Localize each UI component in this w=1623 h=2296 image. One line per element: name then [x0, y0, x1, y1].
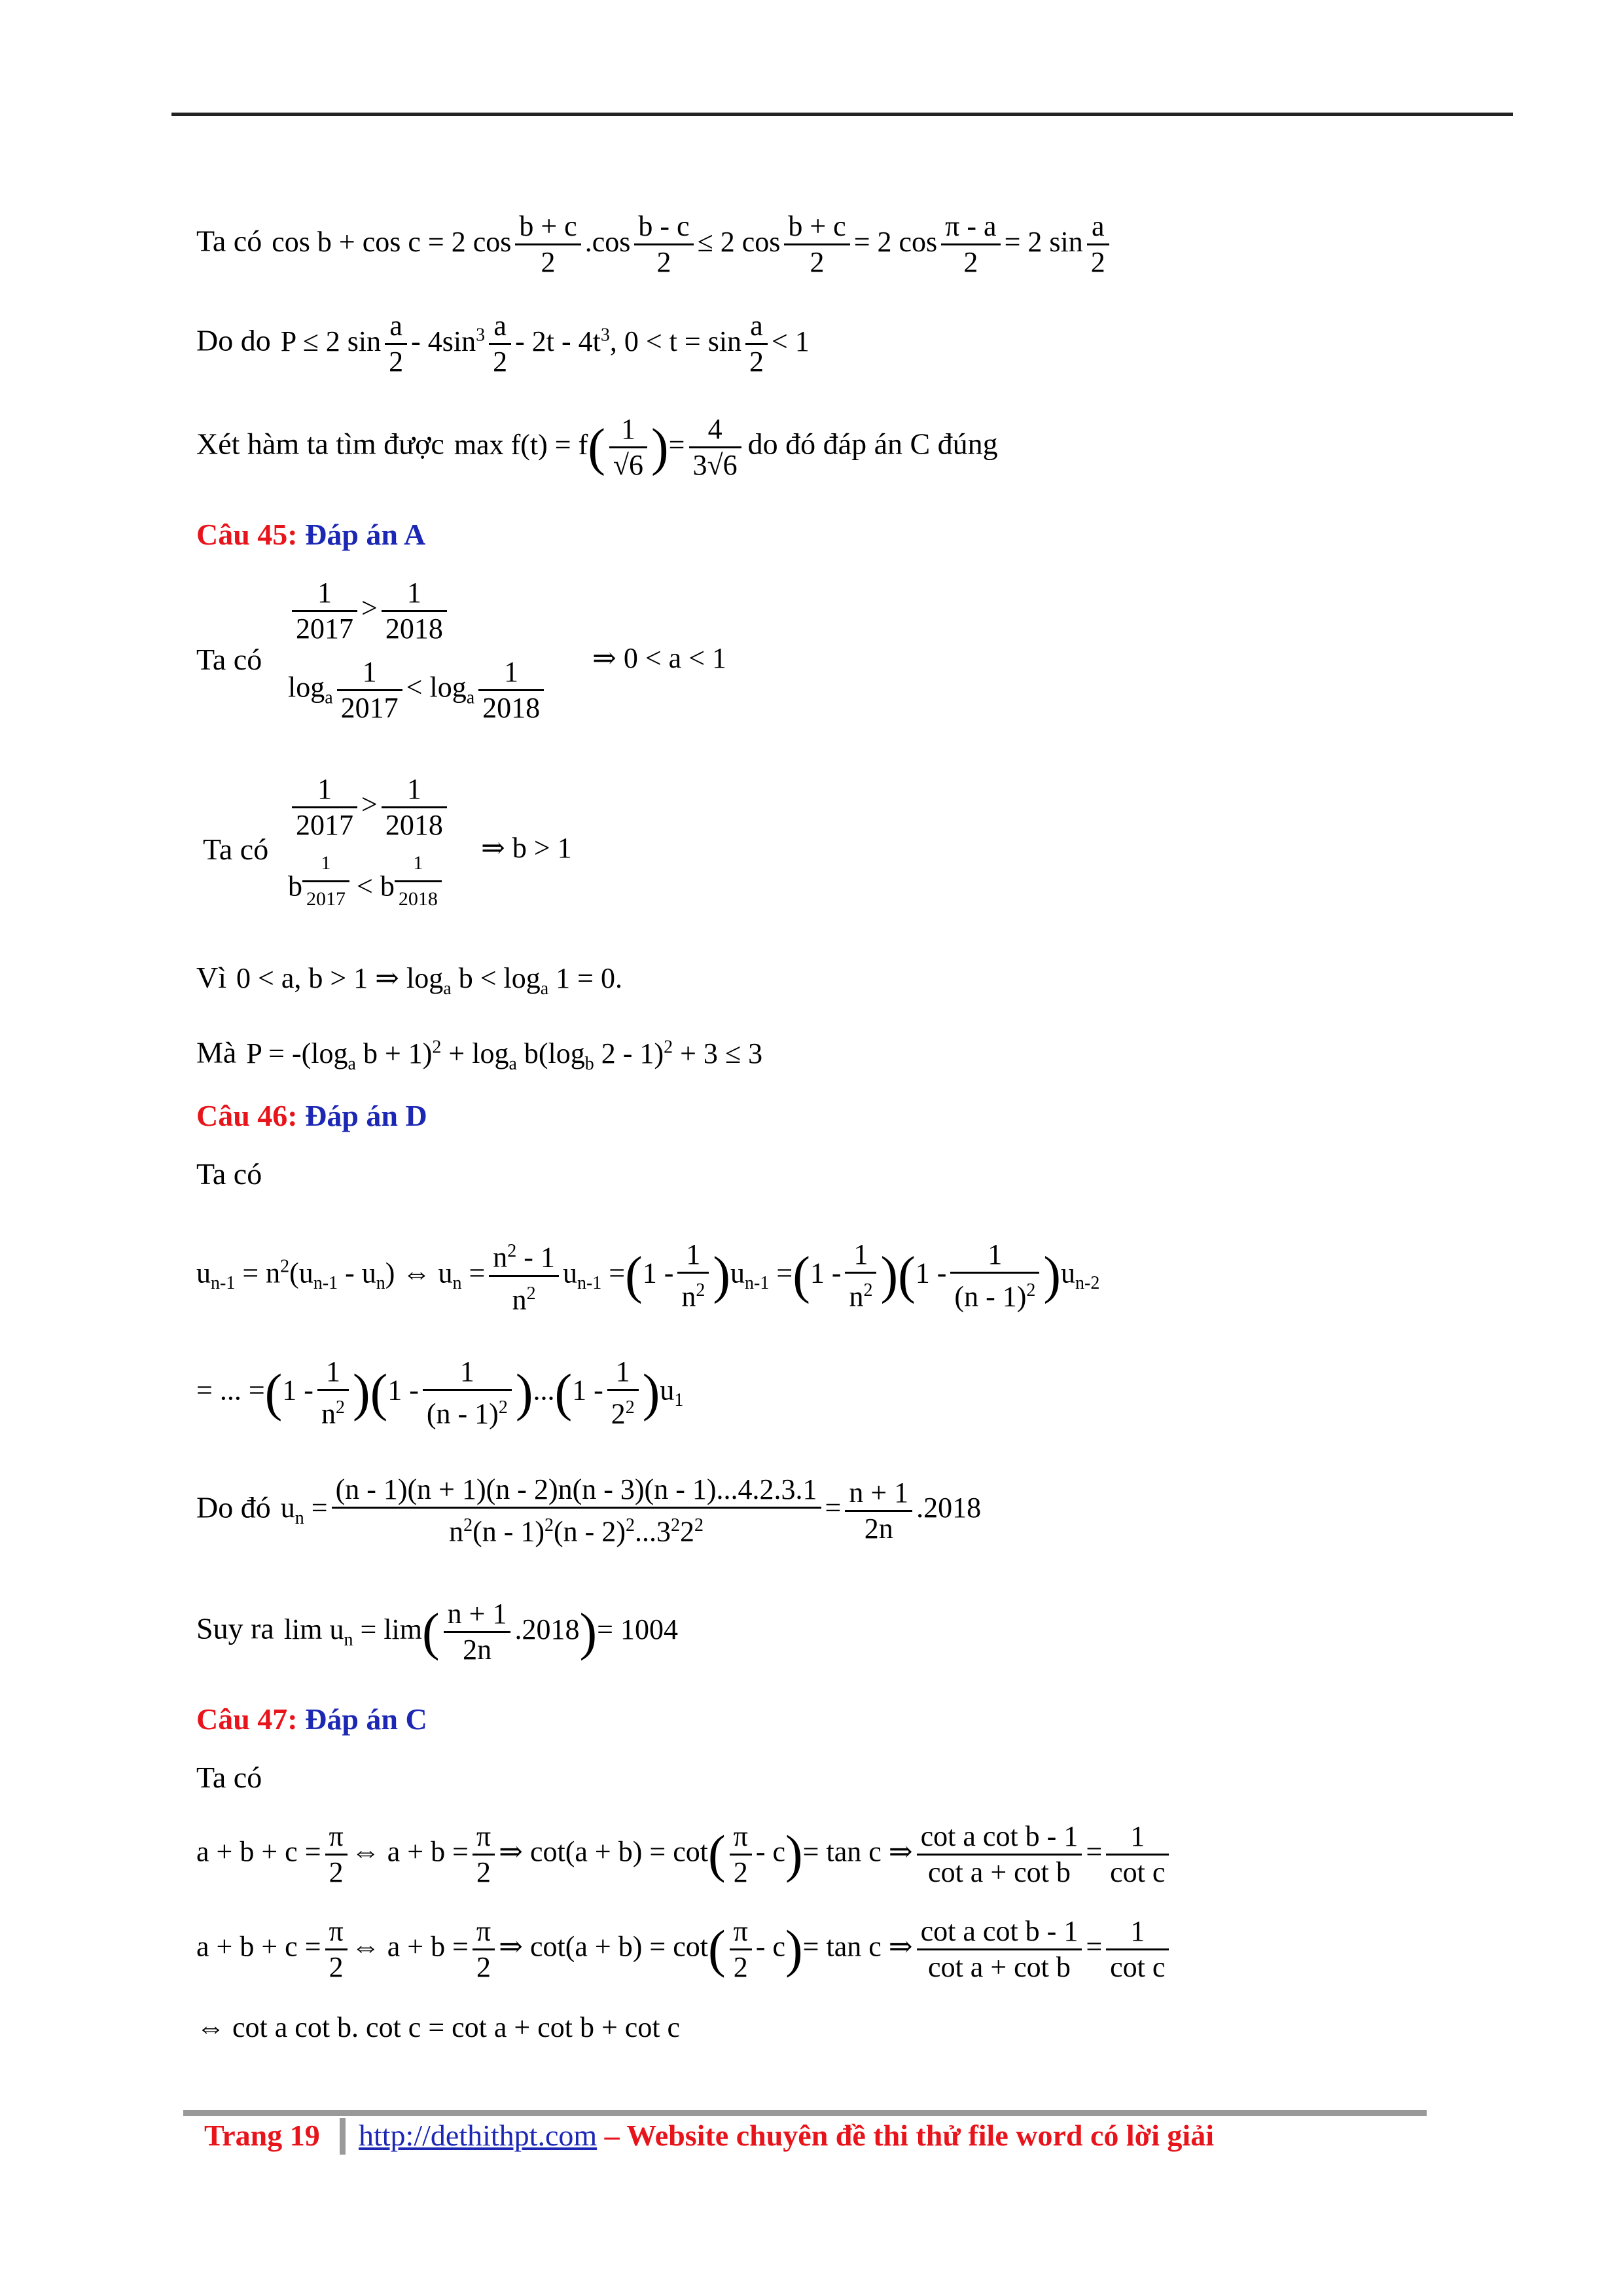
header-rule: [171, 113, 1513, 116]
q47-conclusion: ⇔ cot a cot b. cot c = cot a + cot b + cot c: [196, 2011, 681, 2043]
label: Suy ra: [196, 1611, 274, 1645]
q46-formula: Do đó $u_n$ = $\frac{(n - 1)(n + 1)(n - 2)n(n - 3)(n - 1)...4.2.3.1}{n^2(n - 1)^2(n - 2)^2...3^22^2}$ = $\frac{n + 1}{2n}$ .2018: [196, 1473, 982, 1548]
footer-tagline: – Website chuyên đề thi thử file word có lời giải: [597, 2119, 1214, 2152]
question-46-heading: Câu 46: Đáp án D: [196, 1099, 427, 1132]
q46-recurrence: $u_{n-1} = n^2(u_{n-1} - u_n)$ ⇔ $u_n$ = $\frac{n^2 - 1}{n^2}$ $u_{n-1} =(1$ - $\frac{1}{n^2}$ )$u_{n-1} =(1$ - $\frac{1}{n^2}$ )(1 - $\frac{1}{(n - 1)^2}$ )$u_{n-2}$: [196, 1234, 1099, 1317]
label: Ta có: [196, 224, 262, 258]
equation-cos-sum: Ta có cos b + cos c = 2 cos $\frac{b + c}{2}$ .cos $\frac{b - c}{2}$ ≤ 2 cos $\frac{b + c}{2}$ = 2 cos $\frac{\pi - a}{2}$ = 2 sin $\frac{a}{2}$: [196, 209, 1113, 279]
label: Ta có: [196, 1157, 262, 1191]
label: Vì: [196, 961, 226, 994]
q46-limit: Suy ra $\lim u_n = \lim$( $\frac{n + 1}{2n}$ .2018)= 1004: [196, 1598, 678, 1666]
footer-divider: [340, 2118, 346, 2155]
footer-text: [359, 2118, 1214, 2153]
q46-product: = ... =(1 - $\frac{1}{n^2}$ )(1 - $\frac{1}{(n - 1)^2}$ )...(1 - $\frac{1}{2^2}$ )$u_1$: [196, 1355, 684, 1430]
equation-max: Xét hàm ta tìm được max f(t) = f( $\frac{1}{√6}$ )= $\frac{4}{3√6}$ do đó đáp án C đúng: [196, 413, 998, 481]
q45-p: Mà $P = -(\log_a$ $b + 1)^2 + \log_a b(\log_b$ 2 - 1)$^2$ + 3 ≤ 3: [196, 1035, 763, 1074]
label: Xét hàm ta tìm được: [196, 427, 444, 461]
label: Do do: [196, 323, 271, 357]
label: Ta có: [203, 833, 269, 866]
label: Mà: [196, 1035, 237, 1069]
label: do đó đáp án C đúng: [747, 427, 998, 461]
label: Ta có: [196, 643, 262, 676]
q47-equation-1: a + b + c = $\frac{\pi}{2}$ ⇔ a + b = $\frac{\pi}{2}$ ⇒ cot(a + b) = cot( $\frac{\pi}{2}$ - c)= tan c ⇒ $\frac{\text{cot a cot b - 1}}{\text{cot a + cot b}}$ = $\frac{1}{\text{cot c}}$: [196, 1820, 1173, 1890]
label: Do đó: [196, 1490, 271, 1524]
label: Ta có: [196, 1761, 262, 1794]
footer-rule: [183, 2110, 1427, 2116]
footer-link[interactable]: http://dethithpt.com: [359, 2119, 597, 2152]
q47-equation-2: a + b + c = $\frac{\pi}{2}$ ⇔ a + b = $\frac{\pi}{2}$ ⇒ cot(a + b) = cot( $\frac{\pi}{2}$ - c)= tan c ⇒ $\frac{\text{cot a cot b - 1}}{\text{cot a + cot b}}$ = $\frac{1}{\text{cot c}}$: [196, 1914, 1173, 1984]
question-47-heading: Câu 47: Đáp án C: [196, 1702, 427, 1736]
page-number: Trang 19: [204, 2119, 320, 2152]
q45-conclusion: Vì 0 < a, b > 1 ⇒ $\log_a b < \log_a 1 = 0$.: [196, 961, 622, 999]
equation-p-bound: Do do P ≤ 2 sin $\frac{a}{2}$ - $4\sin^3$ $\frac{a}{2}$ - $2t - 4t^3$, 0 < t = sin $\frac{a}{2}$ < 1: [196, 310, 810, 378]
question-45-heading: Câu 45: Đáp án A: [196, 518, 426, 551]
